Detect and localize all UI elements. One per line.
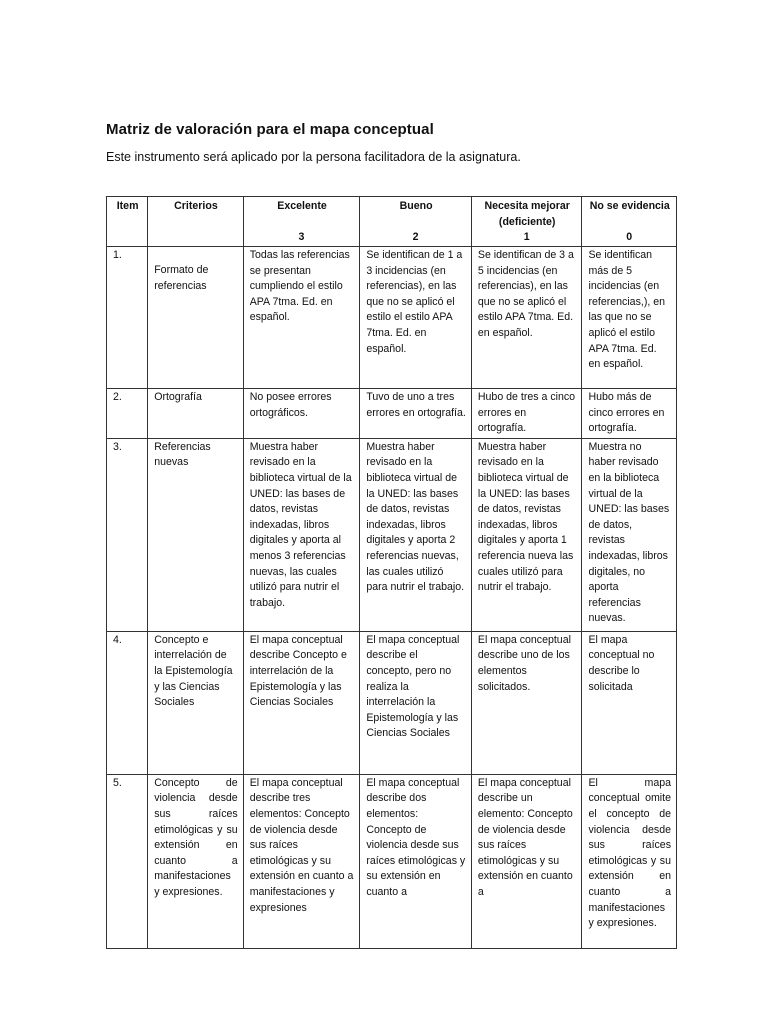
necesita-mejorar-cell: El mapa conceptual describe uno de los elementos solicitados.: [471, 631, 582, 774]
criterio-cell: Ortografía: [148, 389, 244, 439]
no-se-evidencia-cell: Hubo más de cinco errores en ortografía.: [582, 389, 677, 439]
header-score: 1: [523, 231, 530, 244]
header-row: [107, 197, 677, 247]
intro-text: Este instrumento será aplicado por la persona facilitadora de la asignatura.: [106, 150, 521, 164]
bueno-cell: Tuvo de uno a tres errores en ortografía.: [360, 389, 472, 439]
no-se-evidencia-cell: Se identifican más de 5 incidencias (en referencias,), en las que no se aplicó el estilo APA 7tma. Ed. en español.: [582, 247, 677, 389]
table-row: [107, 631, 677, 774]
necesita-mejorar-cell: Se identifican de 3 a 5 incidencias (en referencias), en las que no se aplicó el estilo APA 7tma. Ed. en español.: [471, 247, 582, 389]
rubric-table: [106, 196, 677, 949]
excelente-cell: Todas las referencias se presentan cumpliendo el estilo APA 7tma. Ed. en español.: [243, 247, 360, 389]
table-row: [107, 389, 677, 439]
table-row: [107, 774, 677, 948]
excelente-cell: Muestra haber revisado en la biblioteca virtual de la UNED: las bases de datos, revistas indexadas, libros digitales y aporta al menos 3 referencias nuevas, las cuales utilizó para nutrir el trabajo.: [243, 438, 360, 631]
criterio-cell: Concepto de violencia desde sus raíces etimológicas y su extensión en cuanto a manifestaciones y expresiones.: [148, 774, 244, 948]
bueno-cell: Muestra haber revisado en la biblioteca virtual de la UNED: las bases de datos, revistas indexadas, libros digitales y aporta 2 referencias nuevas, las cuales utilizó para nutrir el trabajo.: [360, 438, 472, 631]
no-se-evidencia-cell: Muestra no haber revisado en la biblioteca virtual de la UNED: las bases de datos, revistas indexadas, libros digitales, no aporta referencias nuevas.: [582, 438, 677, 631]
necesita-mejorar-cell: Muestra haber revisado en la biblioteca virtual de la UNED: las bases de datos, revistas indexadas, libros digitales y aporta 1 referencia nueva las cuales utilizó para nutrir el trabajo.: [471, 438, 582, 631]
header-label: Necesita mejorar (deficiente): [484, 200, 570, 228]
item-number: 1.: [107, 247, 148, 389]
criterio-cell: Formato de referencias: [148, 247, 244, 389]
item-number: 4.: [107, 631, 148, 774]
bueno-cell: El mapa conceptual describe dos elementos: Concepto de violencia desde sus raíces etimológicas y su extensión en cuanto a: [360, 774, 472, 948]
header-necesita-mejorar: [471, 197, 582, 247]
item-number: 5.: [107, 774, 148, 948]
page-title: Matriz de valoración para el mapa conceptual: [106, 121, 434, 138]
header-score: 0: [626, 231, 633, 244]
necesita-mejorar-cell: Hubo de tres a cinco errores en ortografía.: [471, 389, 582, 439]
criterio-cell: Concepto e interrelación de la Epistemología y las Ciencias Sociales: [148, 631, 244, 774]
header-score: 2: [412, 231, 419, 244]
header-label: Excelente: [277, 200, 327, 212]
item-number: 2.: [107, 389, 148, 439]
bueno-cell: El mapa conceptual describe el concepto, pero no realiza la interrelación la Epistemología y las Ciencias Sociales: [360, 631, 472, 774]
no-se-evidencia-cell: El mapa conceptual omite el concepto de violencia desde sus raíces etimológicas y su extensión en cuanto a manifestaciones y expresiones.: [582, 774, 677, 948]
table-row: [107, 247, 677, 389]
header-score: 3: [298, 231, 305, 244]
necesita-mejorar-cell: El mapa conceptual describe un elemento: Concepto de violencia desde sus raíces etimológicas y su extensión en cuanto a: [471, 774, 582, 948]
header-excelente: [243, 197, 360, 247]
header-label: Bueno: [399, 200, 433, 212]
criterio-cell: Referencias nuevas: [148, 438, 244, 631]
header-criterios: [148, 197, 244, 247]
excelente-cell: El mapa conceptual describe Concepto e interrelación de la Epistemología y las Ciencias Sociales: [243, 631, 360, 774]
excelente-cell: El mapa conceptual describe tres elementos: Concepto de violencia desde sus raíces etimológicas y su extensión en cuanto a manifestaciones y expresiones: [243, 774, 360, 948]
header-item: [107, 197, 148, 247]
header-label: Criterios: [174, 200, 218, 212]
header-no-se-evidencia: [582, 197, 677, 247]
no-se-evidencia-cell: El mapa conceptual no describe lo solicitada: [582, 631, 677, 774]
table-row: [107, 438, 677, 631]
header-label: No se evidencia: [589, 200, 670, 212]
bueno-cell: Se identifican de 1 a 3 incidencias (en referencias), en las que no se aplicó el estilo el estilo APA 7tma. Ed. en español.: [360, 247, 472, 389]
header-label: Item: [116, 200, 139, 212]
header-bueno: [360, 197, 472, 247]
item-number: 3.: [107, 438, 148, 631]
excelente-cell: No posee errores ortográficos.: [243, 389, 360, 439]
